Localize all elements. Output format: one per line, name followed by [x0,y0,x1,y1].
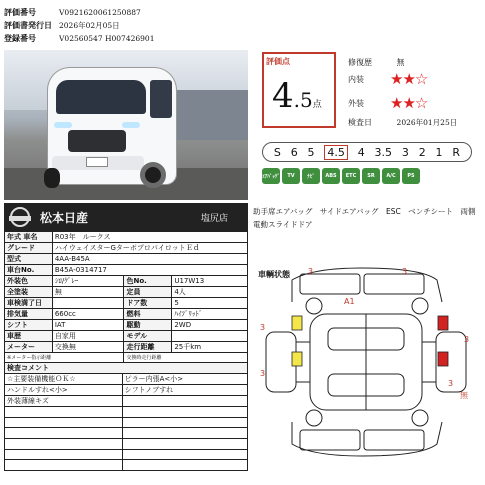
scale-item: 6 [290,145,298,159]
scale-item: 4 [357,145,365,159]
drive-label: 駆動 [124,320,172,331]
mileage-value: 25千km [172,342,248,353]
table-row [5,342,248,353]
type-label: 型式 [5,254,53,265]
car-windshield [56,80,146,114]
color-no-label: 色No. [124,276,172,287]
table-row [5,407,248,418]
ext-color-label: 外装色 [5,276,53,287]
table-row [5,449,248,460]
score-scale [262,142,472,162]
registration-label: 登録番号 [4,33,36,43]
table-row [5,232,248,243]
damage-mark: 3 [308,267,314,276]
comment-line-empty [122,407,247,418]
comment-line-empty [5,428,123,439]
table-row [5,363,248,374]
comment-line: ピラー内張A<小> [122,374,247,385]
vin-value: B45A-0314717 [52,265,247,276]
table-row [5,439,248,450]
meter-value: 交換無 [52,342,124,353]
comment-line: ハンドルすれ<小> [5,385,123,396]
nissan-logo-icon [10,207,30,227]
comment-line-empty [5,407,123,418]
history-label: 車歴 [5,331,53,342]
scale-item: R [452,145,460,159]
comment-line-empty [5,460,123,471]
fuel-label: 燃料 [124,309,172,320]
comment-line-empty [122,439,247,450]
vin-label: 車台No. [5,265,53,276]
mileage-label: 走行距離 [124,342,172,353]
navigation-icon: ﾅﾋﾞ [302,168,320,184]
car-plate [86,157,108,167]
repaint-value: 無 [52,287,124,298]
panel-highlight [292,316,302,330]
aircon-icon: A/C [382,168,400,184]
comment-title: 検査コメント [5,363,248,374]
table-row [5,254,248,265]
exterior-label: 外装 [348,98,364,108]
dealer-branch: 塩尻店 [200,213,228,224]
exchange-note: 交換時走行距離 [124,353,248,364]
tv-icon: TV [282,168,300,184]
year-model-label: 年式 車名 [5,232,53,243]
panel-highlight [292,352,302,366]
scale-item: 3 [401,145,409,159]
eval-number: V0921620061250887 [59,7,141,17]
model-label: モデル [124,331,172,342]
table-row [5,385,248,396]
scale-item: 5 [307,145,315,159]
shift-value: IAT [52,320,124,331]
panel-highlight [438,316,448,330]
interior-label: 内装 [348,74,364,84]
comment-line-empty [122,417,247,428]
type-value: 4AA-B45A [52,254,247,265]
panel-highlight [438,352,448,366]
table-row [5,396,248,407]
score-decimal: .5 [293,88,313,112]
vehicle-condition-diagram [252,262,480,462]
vehicle-info-table [4,231,248,364]
capacity-value: 4人 [172,287,248,298]
inspection-date-value: 2026年01月25日 [396,118,458,127]
abs-icon: ABS [322,168,340,184]
dealer-name: 松本日産 [40,210,89,225]
inspection-value [52,298,124,309]
table-row [5,460,248,471]
airbag-icon: ｴｱﾊﾞｯｸﾞ [262,168,280,184]
repaint-label: 全塗装 [5,287,53,298]
year-model-value: R03年 ルークス [52,232,247,243]
issue-date: 2026年02月05日 [59,20,120,30]
repair-value: 無 [396,58,405,67]
doors-value: 5 [172,298,248,309]
scale-item: 2 [418,145,426,159]
exterior-row [348,94,427,112]
drive-value: 2WD [172,320,248,331]
damage-mark: 3 [402,267,408,276]
ext-color-value: ｼﾛ/ｸﾞﾚｰ [52,276,124,287]
table-row [5,428,248,439]
score-integer: 4 [272,76,294,116]
color-no-value: U17W13 [172,276,248,287]
shift-label: シフト [5,320,53,331]
scale-item: 3.5 [374,145,393,159]
table-row [5,331,248,342]
table-row [5,417,248,428]
comment-table [4,362,248,471]
damage-mark: A1 [344,297,355,306]
car-wheel [44,168,60,188]
model-value [172,331,248,342]
table-row [5,374,248,385]
registration-number: V02560547 H007426901 [59,33,155,43]
car-grille [68,130,126,152]
displacement-label: 排気量 [5,309,53,320]
dealer-bar [4,203,248,231]
options-text: 助手席エアバッグ サイドエアバッグ ESC ベンチシート 両側電動スライドドア [253,207,476,229]
table-row [5,298,248,309]
car-wheel [140,162,166,188]
damage-mark: 無 [460,391,468,400]
comment-line-empty [5,439,123,450]
comment-line-empty [5,417,123,428]
score-label: 評価点 [266,57,290,66]
repair-history-row [348,57,405,68]
comment-line-empty [5,449,123,460]
interior-row [348,70,427,88]
comment-line-empty [122,449,247,460]
comment-line-empty [122,396,247,407]
fuel-value: ﾊｲﾌﾞﾘｯﾄﾞ [172,309,248,320]
inspection-date-row [348,117,457,128]
repair-label: 修復歴 [348,58,372,67]
table-row [5,320,248,331]
table-row [5,243,248,254]
history-value: 自家用 [52,331,124,342]
comment-line-empty [122,460,247,471]
displacement-value: 660cc [52,309,124,320]
comment-line: シフトノブすれ [122,385,247,396]
comment-line-empty [122,428,247,439]
grade-value: ハイウェイスターGターボプロパイロットＥｄ [52,243,247,254]
scale-item: S [273,145,281,159]
vehicle-photo [4,50,248,200]
exterior-stars-icon: ★★☆ [390,94,428,112]
damage-mark: 3 [260,323,266,332]
damage-mark: 3 [464,335,470,344]
table-row [5,265,248,276]
damage-mark: 3 [260,369,266,378]
car-side-window [150,80,172,118]
sunroof-icon: SR [362,168,380,184]
inspection-label: 車検満了日 [5,298,53,309]
issue-date-row [4,19,120,31]
score-unit: 点 [312,100,322,110]
scale-item: 4.5 [324,145,348,160]
scale-item: 1 [435,145,443,159]
comment-line: 外装薄線キズ [5,396,123,407]
capacity-label: 定員 [124,287,172,298]
comment-line: ☆主要装備機能ＯＫ☆ [5,374,123,385]
diagram-title: 車輌状態 [258,270,290,279]
doors-label: ドア数 [124,298,172,309]
table-row [5,309,248,320]
issue-date-label: 評価書発行日 [4,20,52,30]
inspection-date-label: 検査日 [348,118,372,127]
grade-label: グレード [5,243,53,254]
meter-label: メーター [5,342,53,353]
interior-stars-icon: ★★☆ [390,70,428,88]
eval-number-label: 評価番号 [4,7,36,17]
power-steering-icon: PS [402,168,420,184]
registration-row [4,32,154,44]
table-row [5,276,248,287]
car-headlight [122,122,140,128]
eval-number-row [4,6,141,18]
damage-mark: 3 [448,379,454,388]
meter-note: ※メーター指示距離 [5,353,124,364]
etc-icon: ETC [342,168,360,184]
table-row [5,287,248,298]
car-headlight [54,122,72,128]
overall-score-box [262,52,336,128]
